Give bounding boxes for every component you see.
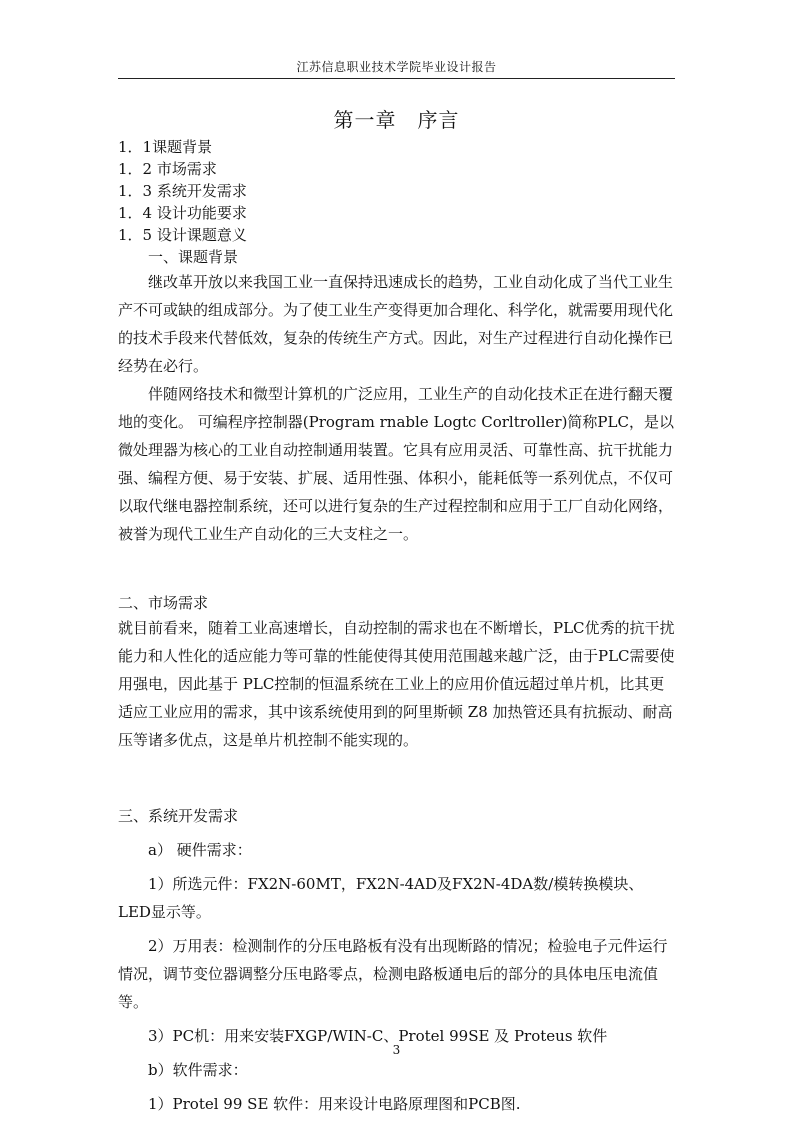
chapter-title: 第一章 序言	[333, 108, 460, 132]
spacer	[118, 754, 675, 802]
page-content	[118, 136, 675, 1124]
table-of-contents	[118, 136, 675, 246]
section-heading: 一、课题背景	[148, 248, 239, 266]
paragraph: 就目前看来，随着工业高速增长，自动控制的需求也在不断增长，PLC优秀的抗干扰能力和人性化的适应能力等可靠的性能使得其使用范围越来越广泛，由于PLC需要使用强电，因此基于 PLC控制的恒温系统在工业上的应用价值远超过单片机，比其更适应工业应用的需求，其中该系统使用到的阿里斯顿 Z8 加热管还具有抗振动、耐高压等诸多优点，这是单片机控制不能实现的。	[118, 619, 675, 749]
list-item: 3）PC机：用来安装FXGP/WIN-C、Protel 99SE 及 Proteus 软件	[148, 1027, 608, 1045]
subheading: b）软件需求：	[148, 1061, 248, 1079]
toc-item: 1．3 系统开发需求	[118, 182, 247, 200]
toc-item: 1．2 市场需求	[118, 160, 217, 178]
section-heading: 三、系统开发需求	[118, 807, 239, 825]
list-item: 1）Protel 99 SE 软件：用来设计电路原理图和PCB图.	[148, 1095, 521, 1113]
toc-item: 1．5 设计课题意义	[118, 226, 247, 244]
list-item: 1）所选元件：FX2N-60MT，FX2N-4AD及FX2N-4DA数/模转换模块、LED显示等。	[118, 875, 644, 921]
toc-item: 1．1课题背景	[118, 138, 213, 156]
page-number: 3	[392, 1043, 401, 1057]
page-header: 江苏信息职业技术学院毕业设计报告	[296, 60, 497, 74]
section-list	[118, 802, 675, 1118]
spacer	[118, 548, 675, 592]
subheading: a） 硬件需求：	[148, 841, 252, 859]
paragraph: 伴随网络技术和微型计算机的广泛应用，工业生产的自动化技术正在进行翻天覆地的变化。 可编程序控制器(Program rnable Logtc Corltroller)简称PLC，是以微处理器为核心的工业自动控制通用装置。它具有应用灵活、可靠性高、抗干扰能力强、编程方便、易于安装、扩展、适用性强、体积小，能耗低等一系列优点，不仅可以取代继电器控制系统，还可以进行复杂的生产过程控制和应用于工厂自动化网络，被誉为现代工业生产自动化的三大支柱之一。	[118, 385, 674, 543]
toc-item: 1．4 设计功能要求	[118, 204, 247, 222]
list-item: 2）万用表：检测制作的分压电路板有没有出现断路的情况；检验电子元件运行情况，调节变位器调整分压电路零点，检测电路板通电后的部分的具体电压电流值等。	[118, 937, 668, 1011]
section-heading: 二、市场需求	[118, 594, 209, 612]
paragraph: 继改革开放以来我国工业一直保持迅速成长的趋势，工业自动化成了当代工业生产不可或缺的组成部分。为了使工业生产变得更加合理化、科学化，就需要用现代化的技术手段来代替低效，复杂的传统生产方式。因此，对生产过程进行自动化操作已经势在必行。	[118, 273, 674, 375]
header-rule	[118, 78, 675, 79]
